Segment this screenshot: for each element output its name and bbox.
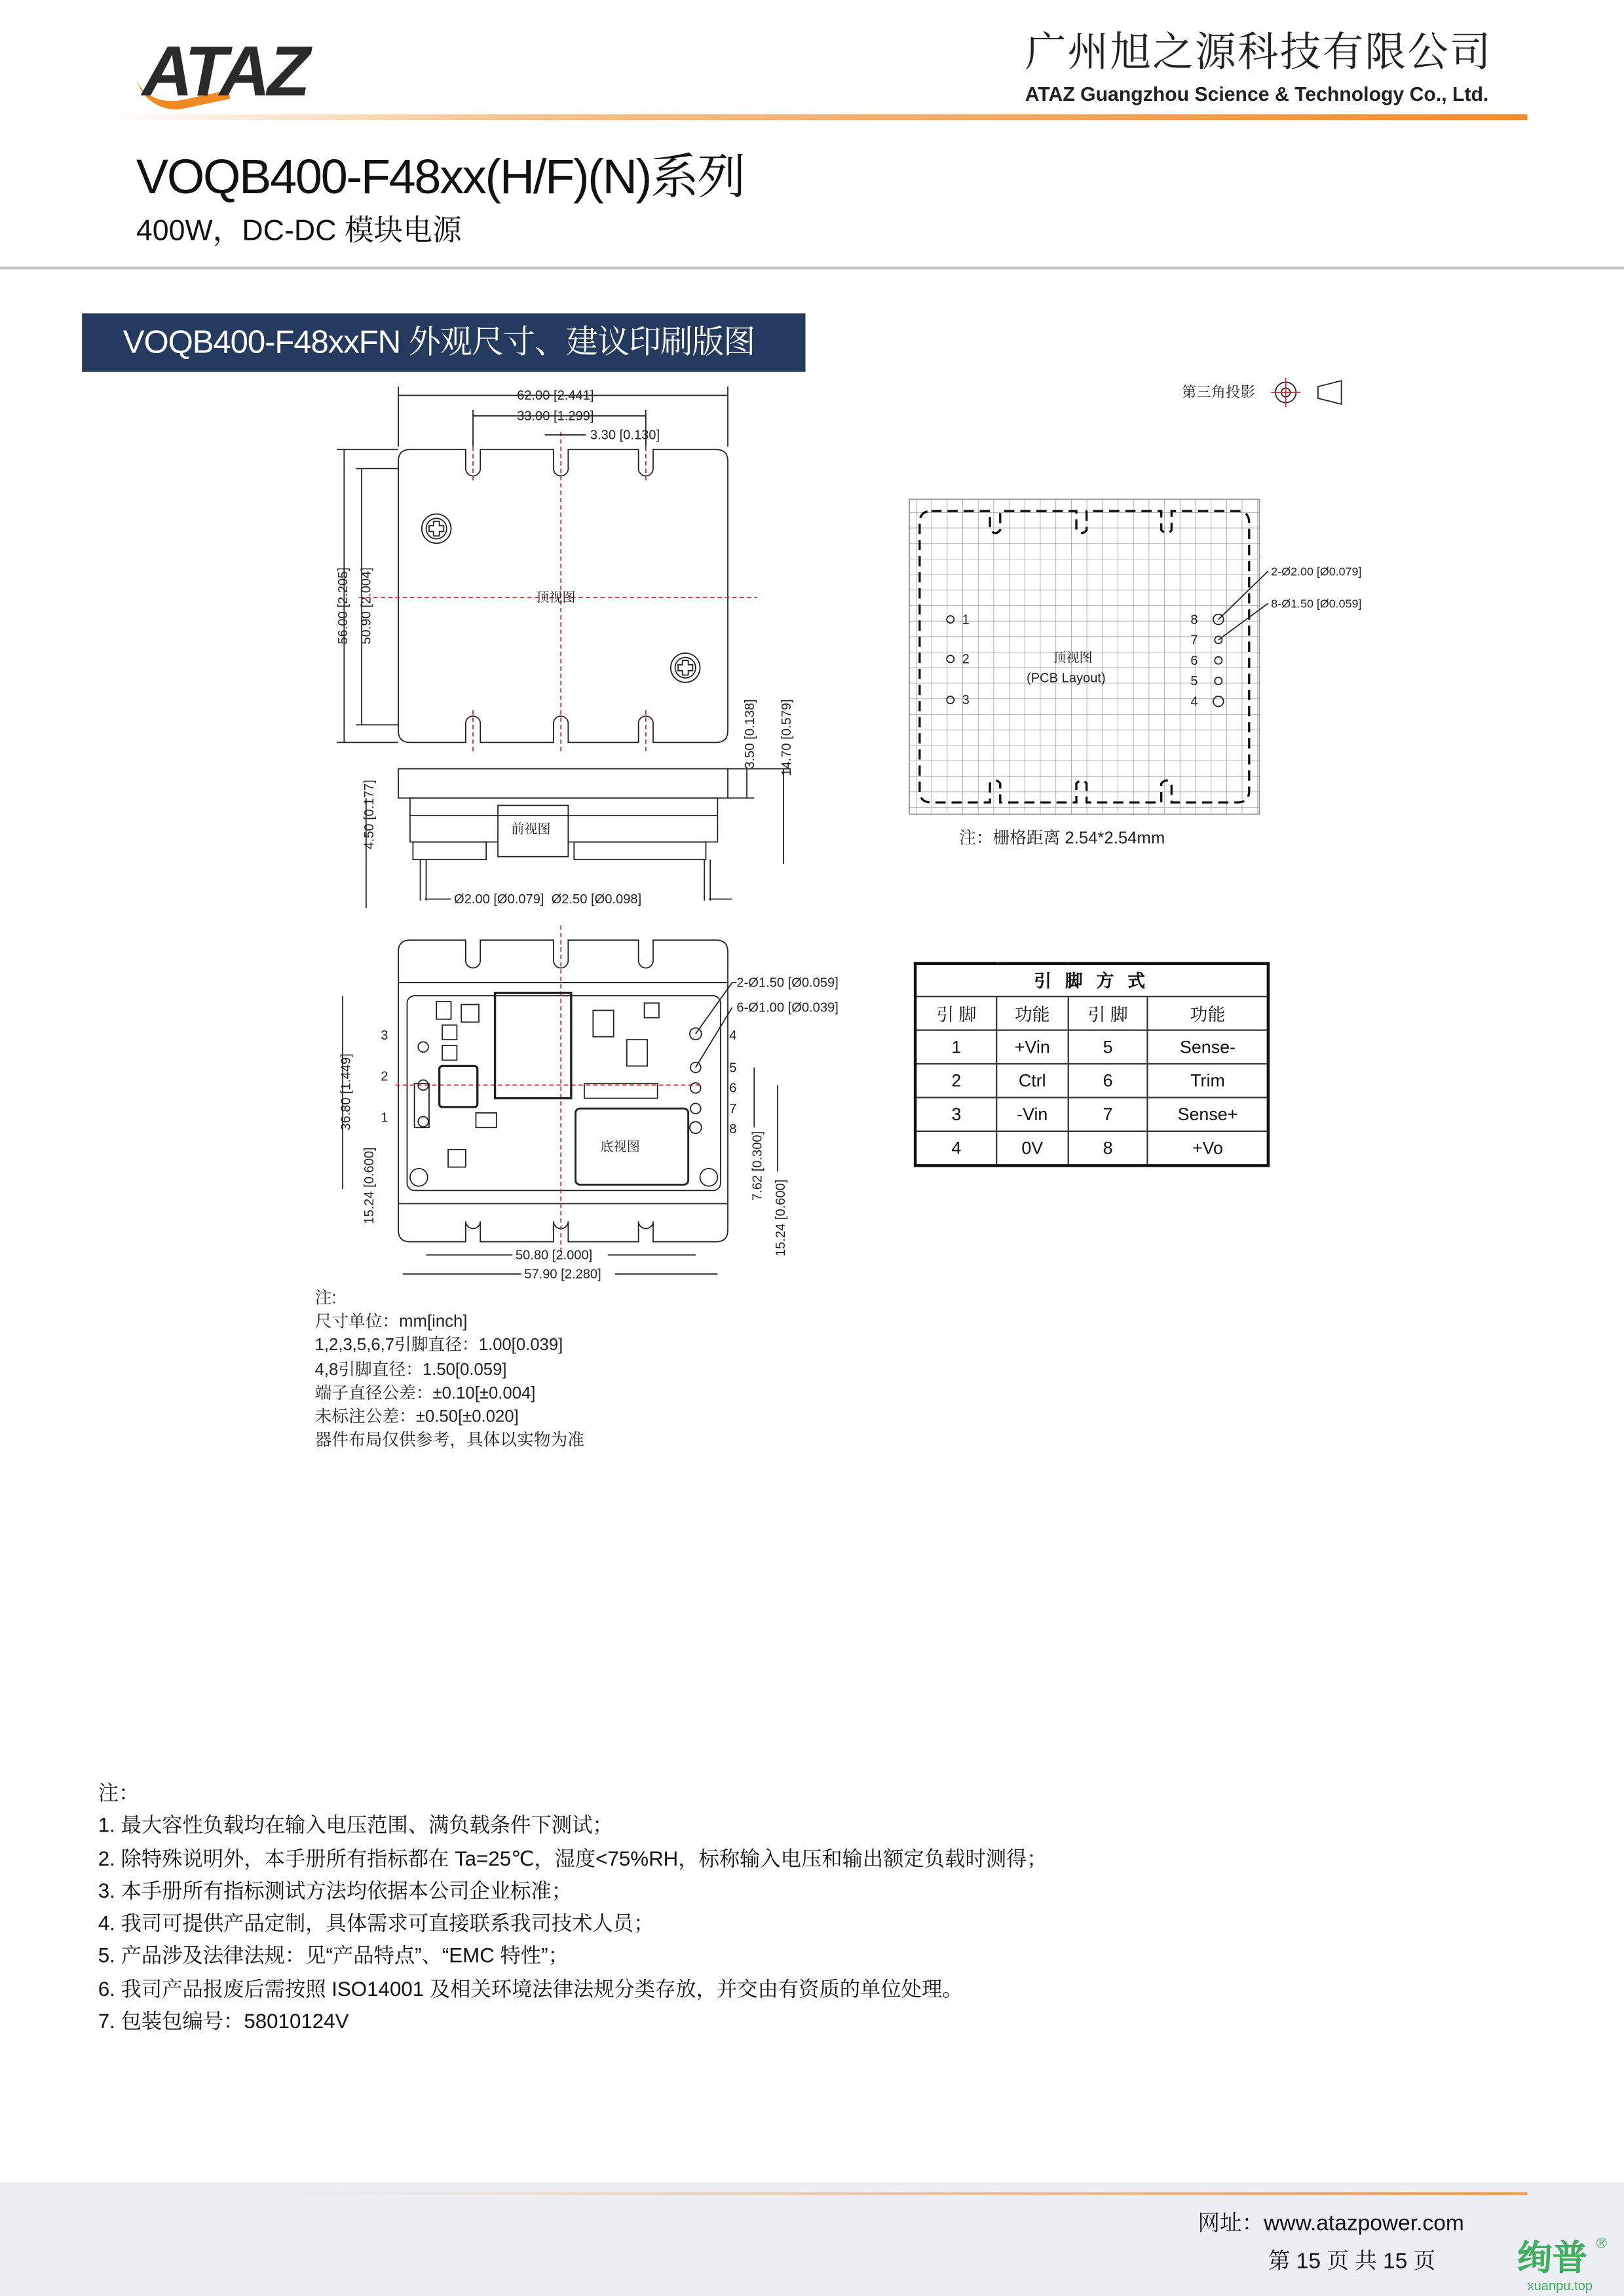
pin-number: 1: [915, 1030, 996, 1064]
front-view-label: 前视图: [511, 821, 551, 837]
pin-label: 8: [729, 1122, 737, 1137]
top-view-label: 顶视图: [536, 590, 576, 605]
dim-inner-height: 50.90 [2.004]: [359, 567, 374, 645]
pin-label: 2: [381, 1069, 388, 1084]
callout-large-pins: 2-Ø1.50 [Ø0.059]: [736, 975, 839, 990]
projection-label: 第三角投影: [1181, 383, 1255, 400]
table-row: [915, 1030, 1268, 1064]
pin-function: +Vin: [997, 1030, 1068, 1064]
dim-pin-diameters: Ø2.00 [Ø0.079] Ø2.50 [Ø0.098]: [453, 892, 642, 907]
pcb-pin-label: 3: [962, 693, 970, 708]
note-item: 5. 产品涉及法律法规：见“产品特点”、“EMC 特性”；: [98, 1944, 569, 1968]
dim-left-offset: 15.24 [0.600]: [362, 1147, 377, 1224]
screw-icon: [422, 514, 451, 544]
note-item: 1. 最大容性负载均在输入电压范围、满负载条件下测试；: [98, 1813, 613, 1837]
pin-number: 6: [1068, 1064, 1148, 1097]
drawing-note: 未标注公差：±0.50[±0.020]: [314, 1408, 519, 1427]
bottom-view-label: 底视图: [600, 1140, 640, 1155]
note-item: 4. 我司可提供产品定制，具体需求可直接联系我司技术人员；: [98, 1911, 654, 1935]
note-item: 2. 除特殊说明外，本手册所有指标都在 Ta=25℃，湿度<75%RH，标称输入电压和输出额定负载时测得；: [98, 1845, 1048, 1870]
table-row: [915, 1131, 1268, 1166]
drawing-note: 1,2,3,5,6,7引脚直径：1.00[0.039]: [314, 1337, 563, 1355]
pin-table: [914, 962, 1270, 1167]
drawing-note: 器件布局仅供参考，具体以实物为准: [314, 1432, 584, 1450]
pin-function: Ctrl: [997, 1064, 1068, 1097]
pin-label: 3: [381, 1028, 388, 1044]
bottom-view: [339, 926, 839, 1282]
pin-table-header: 引 脚: [1068, 996, 1148, 1030]
pcb-pin-label: 4: [1190, 694, 1198, 709]
pin-table-header: 功能: [1148, 996, 1268, 1030]
pin-function: Sense+: [1148, 1097, 1268, 1131]
pin-label: 5: [729, 1061, 737, 1076]
drawing-notes-title: 注:: [314, 1290, 337, 1308]
watermark-logo: 绚普: [1517, 2238, 1588, 2279]
screw-icon: [671, 653, 700, 683]
section-banner: VOQB400-F48xxFN 外观尺寸、建议印刷版图: [82, 313, 805, 371]
company-name-cn: 广州旭之源科技有限公司: [1025, 29, 1492, 75]
pcb-pin-label: 6: [1190, 653, 1198, 668]
dim-slot-span: 33.00 [1.299]: [517, 409, 594, 424]
pin-label: 6: [729, 1081, 737, 1096]
note-item: 3. 本手册所有指标测试方法均依据本公司企业标准；: [98, 1878, 573, 1902]
front-view: [362, 769, 791, 908]
dim-right-offset: 15.24 [0.600]: [774, 1179, 789, 1256]
footer: [0, 2182, 1624, 2296]
pin-number: 2: [915, 1064, 996, 1097]
pin-label: 7: [729, 1101, 737, 1116]
dim-width: 62.00 [2.441]: [517, 388, 594, 404]
pin-label: 4: [729, 1028, 737, 1044]
pin-function: +Vo: [1148, 1131, 1268, 1166]
projection-symbol: [1182, 378, 1342, 407]
company-logo: ATAZ: [142, 33, 308, 111]
table-row: [915, 1097, 1268, 1131]
pin-table-title: 引 脚 方 式: [915, 964, 1268, 996]
dim-total-height: 14.70 [0.579]: [780, 699, 795, 776]
table-row: [915, 1064, 1268, 1097]
dim-left-span: 36.80 [1.449]: [339, 1053, 354, 1131]
drawing-note: 端子直径公差：±0.10[±0.004]: [314, 1385, 536, 1403]
pin-function: Trim: [1148, 1064, 1268, 1097]
page-number: 第 15 页 共 15 页: [1268, 2249, 1436, 2274]
pin-function: 0V: [997, 1131, 1068, 1166]
pcb-sublabel: (PCB Layout): [1027, 671, 1106, 686]
pin-number: 4: [915, 1131, 996, 1166]
pcb-pin-label: 8: [1190, 612, 1198, 628]
dim-plate: 3.50 [0.138]: [743, 699, 758, 769]
general-notes: [98, 1777, 1048, 2038]
pin-table-header: 功能: [997, 996, 1068, 1030]
pin-label: 1: [381, 1110, 388, 1125]
top-view: [336, 386, 794, 864]
dim-right-span: 7.62 [0.300]: [750, 1131, 765, 1201]
watermark-url: xuanpu.top: [1527, 2278, 1593, 2293]
dim-base-width: 57.90 [2.280]: [524, 1267, 601, 1282]
pin-function: -Vin: [997, 1097, 1068, 1131]
website-link[interactable]: 网址：www.atazpower.com: [1198, 2211, 1464, 2236]
note-item: 6. 我司产品报废后需按照 ISO14001 及相关环境法律法规分类存放，并交由有资质的单位处理。: [98, 1976, 963, 2001]
notes-title: 注：: [98, 1780, 140, 1805]
drawing-note: 4,8引脚直径：1.50[0.059]: [314, 1361, 507, 1379]
pcb-callout-small: 8-Ø1.50 [Ø0.059]: [1271, 597, 1362, 611]
pcb-callout-large: 2-Ø2.00 [Ø0.079]: [1271, 565, 1362, 578]
pin-number: 5: [1068, 1030, 1148, 1064]
pin-function: Sense-: [1148, 1030, 1268, 1064]
note-item: 7. 包装包编号：58010124V: [98, 2009, 349, 2033]
pin-number: 3: [915, 1097, 996, 1131]
pin-number: 8: [1068, 1131, 1148, 1166]
pcb-pin-label: 1: [962, 612, 970, 628]
pcb-pin-label: 7: [1190, 633, 1198, 648]
company-name-en: ATAZ Guangzhou Science & Technology Co., Ltd.: [1025, 83, 1489, 105]
pin-table-header: 引 脚: [915, 996, 996, 1030]
callout-small-pins: 6-Ø1.00 [Ø0.039]: [736, 1000, 839, 1015]
pcb-pin-label: 5: [1190, 674, 1198, 689]
dim-height: 56.00 [2.205]: [335, 567, 350, 645]
dim-pin-length: 4.50 [0.177]: [362, 780, 377, 850]
pcb-pin-label: 2: [962, 652, 970, 667]
watermark-registered: ®: [1596, 2236, 1608, 2253]
pin-number: 7: [1068, 1097, 1148, 1131]
pin-holes: [418, 1028, 702, 1133]
page-subtitle: 400W，DC-DC 模块电源: [136, 215, 462, 248]
drawing-notes: [315, 1287, 584, 1454]
footer-divider: [278, 2192, 1528, 2194]
dim-slot-width: 3.30 [0.130]: [590, 428, 660, 443]
page-title: VOQB400-F48xx(H/F)(N)系列: [136, 149, 745, 204]
grid-note: 注：栅格距离 2.54*2.54mm: [959, 829, 1165, 848]
pcb-layout: [909, 499, 1361, 847]
dim-pin-rows: 50.80 [2.000]: [515, 1248, 593, 1263]
pcb-label: 顶视图: [1053, 650, 1093, 666]
drawing-note: 尺寸单位：mm[inch]: [314, 1313, 468, 1332]
